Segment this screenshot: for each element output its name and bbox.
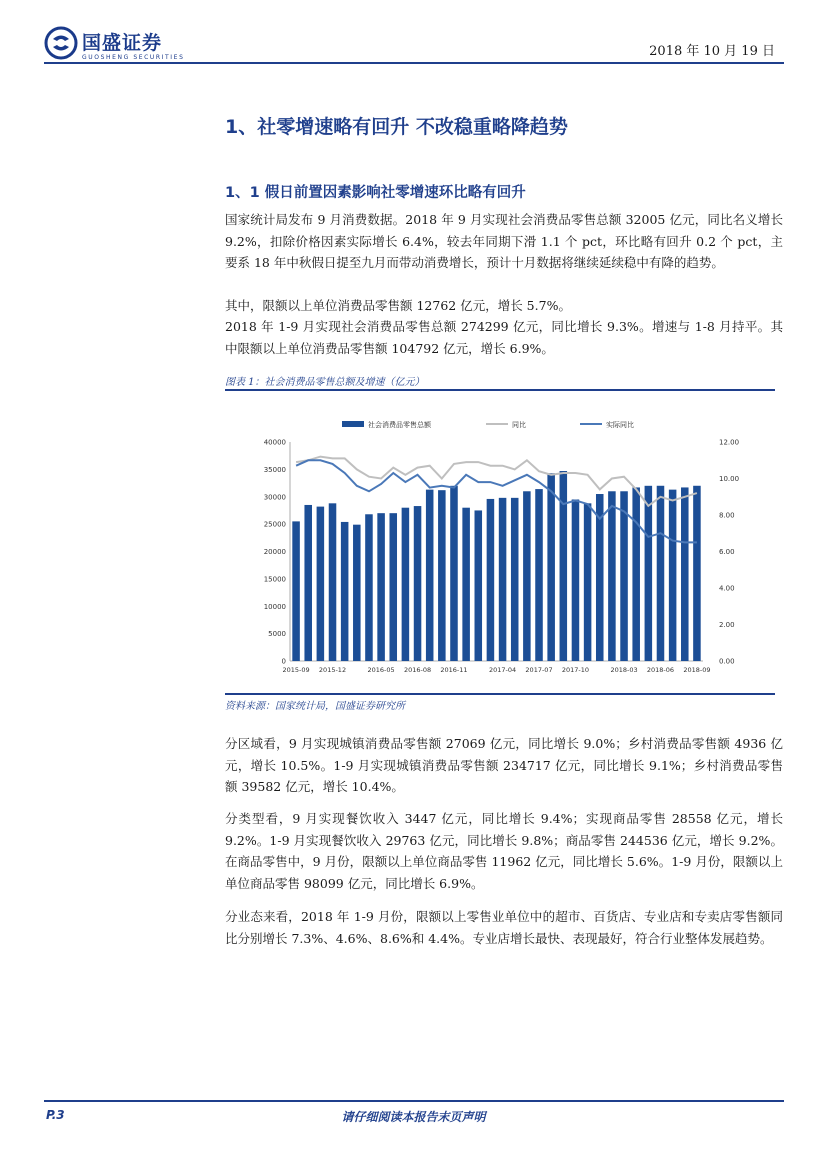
bar-retail-sales (608, 491, 616, 661)
y-right-tick-label: 4.00 (719, 584, 735, 593)
section-heading: 1、社零增速略有回升 不改稳重略降趋势 (225, 116, 568, 138)
bar-retail-sales (669, 490, 677, 661)
bar-retail-sales (414, 506, 422, 661)
header-divider (44, 62, 784, 64)
paragraph-overview: 国家统计局发布 9 月消费数据。2018 年 9 月实现社会消费品零售总额 32005 亿元，同比名义增长 9.2%，扣除价格因素实际增长 6.4%，较去年同期下滑 1.1 个 pct，环比略有回升 0.2 个 pct，主要系 18 年中秋假日提至九月而带动消费增长，预计十月数据将继续延续稳中有降的趋势。 (225, 212, 783, 270)
logo-text-en: GUOSHENG SECURITIES (82, 54, 185, 61)
y-right-tick-label: 8.00 (719, 511, 735, 520)
paragraph-above-quota: 其中，限额以上单位消费品零售额 12762 亿元，增长 5.7%。 (225, 298, 571, 313)
x-tick-label: 2016-05 (367, 666, 395, 674)
subsection-heading: 1、1 假日前置因素影响社零增速环比略有回升 (225, 185, 526, 201)
bar-retail-sales (353, 525, 361, 661)
legend-label-real: 实际同比 (606, 421, 634, 429)
y-left-tick-label: 25000 (263, 520, 286, 529)
x-tick-label: 2018-09 (683, 666, 711, 674)
bar-retail-sales (547, 473, 555, 661)
y-left-tick-label: 40000 (263, 438, 286, 447)
bar-retail-sales (402, 508, 410, 661)
bar-retail-sales (657, 486, 665, 661)
page-number: P.3 (46, 1108, 65, 1122)
x-tick-label: 2015-12 (318, 666, 347, 674)
x-tick-label: 2016-11 (440, 666, 468, 674)
logo-text-cn: 国盛证券 (82, 32, 163, 54)
y-left-tick-label: 20000 (263, 548, 286, 556)
bar-retail-sales (329, 503, 337, 661)
bar-retail-sales (499, 498, 507, 661)
legend-swatch-bar (342, 421, 364, 427)
y-right-tick-label: 10.00 (719, 475, 740, 483)
chart-bottom-rule (225, 693, 775, 695)
y-right-tick-label: 6.00 (719, 548, 735, 556)
x-tick-label: 2017-04 (488, 666, 517, 674)
bar-retail-sales (304, 505, 312, 661)
paragraph-region: 分区域看，9 月实现城镇消费品零售额 27069 亿元，同比增长 9.0%；乡村消费品零售额 4936 亿元，增长 10.5%。1-9 月实现城镇消费品零售额 234717 亿元，同比增长 9.1%；乡村消费品零售额 39582 亿元，增长 10.4%。 (225, 736, 783, 794)
bar-retail-sales (462, 508, 470, 661)
paragraph-category: 分类型看，9 月实现餐饮收入 3447 亿元，同比增长 9.4%；实现商品零售 28558 亿元，增长 9.2%。1-9 月实现餐饮收入 29763 亿元，同比增长 9.8%；商品零售 244536 亿元，增长 9.2%。在商品零售中，9 月份，限额以上单位商品零售 11962 亿元，同比增长 5.6%。1-9 月份，限额以上单位商品零售 98099 亿元，同比增长 6.9%。 (225, 811, 783, 891)
bar-retail-sales (341, 522, 349, 661)
bar-retail-sales (317, 507, 325, 661)
chart-legend (342, 420, 634, 429)
logo-mark-icon (44, 26, 78, 60)
y-right-tick-label: 12.00 (719, 438, 740, 447)
bar-retail-sales (523, 491, 531, 661)
bar-retail-sales (389, 513, 397, 661)
bar-retail-sales (377, 513, 385, 661)
chart-plot-area (264, 439, 739, 675)
bar-retail-sales (365, 514, 373, 661)
x-tick-label: 2017-10 (561, 666, 590, 674)
footer-divider (44, 1100, 784, 1102)
bar-retail-sales (620, 491, 628, 661)
x-tick-label: 2017-07 (525, 666, 553, 674)
legend-label-bar: 社会消费品零售总额 (368, 421, 431, 429)
bar-retail-sales (426, 490, 434, 661)
bar-retail-sales (292, 521, 300, 661)
y-right-tick-label: 0.00 (719, 657, 735, 666)
x-tick-label: 2016-08 (403, 666, 432, 674)
bar-retail-sales (450, 486, 458, 661)
bar-retail-sales (645, 486, 653, 661)
bar-retail-sales (487, 499, 495, 661)
y-left-tick-label: 30000 (263, 493, 286, 502)
paragraph-ytd: 2018 年 1-9 月实现社会消费品零售总额 274299 亿元，同比增长 9.3%。增速与 1-8 月持平。其中限额以上单位消费品零售额 104792 亿元，增长 6.9%。 (225, 319, 783, 356)
bar-retail-sales (560, 471, 568, 661)
y-left-tick-label: 0 (281, 657, 286, 666)
x-tick-label: 2018-03 (610, 666, 638, 674)
bar-retail-sales (681, 487, 689, 661)
bar-retail-sales (632, 487, 640, 661)
legend-label-yoy: 同比 (512, 421, 526, 429)
y-left-tick-label: 5000 (268, 630, 286, 639)
bar-retail-sales (693, 486, 701, 661)
bar-retail-sales (584, 503, 592, 661)
bar-retail-sales (475, 510, 483, 661)
company-logo (44, 26, 194, 66)
chart-caption: 图表 1：社会消费品零售总额及增速（亿元） (225, 377, 425, 388)
y-left-tick-label: 10000 (263, 602, 286, 611)
report-date: 2018 年 10 月 19 日 (649, 44, 775, 59)
x-tick-label: 2018-06 (646, 666, 675, 674)
bar-retail-sales (572, 499, 580, 661)
footer-disclaimer: 请仔细阅读本报告末页声明 (341, 1110, 486, 1124)
paragraph-format: 分业态来看，2018 年 1-9 月份，限额以上零售业单位中的超市、百货店、专业店和专卖店零售额同比分别增长 7.3%、4.6%、8.6%和 4.4%。专业店增长最快、表现最好，符合行业整体发展趋势。 (225, 909, 783, 946)
y-right-tick-label: 2.00 (719, 621, 735, 629)
chart-top-rule (225, 389, 775, 391)
retail-sales-chart (250, 410, 750, 685)
chart-source: 资料来源：国家统计局，国盛证券研究所 (225, 701, 405, 712)
bar-retail-sales (511, 498, 519, 661)
bar-retail-sales (438, 490, 446, 661)
bar-retail-sales (535, 489, 543, 661)
y-left-tick-label: 15000 (263, 575, 286, 584)
y-left-tick-label: 35000 (263, 465, 286, 474)
x-tick-label: 2015-09 (282, 666, 310, 674)
